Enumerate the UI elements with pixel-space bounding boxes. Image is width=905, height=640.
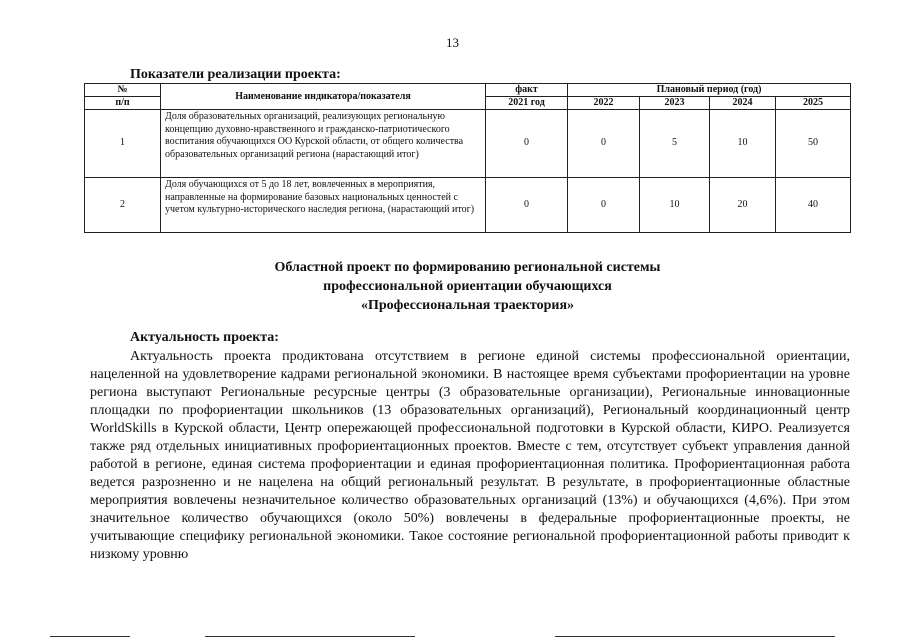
footer-rule bbox=[205, 636, 415, 637]
relevance-paragraph: Актуальность проекта продиктована отсутствием в регионе единой системы профессиональной ориентации, нацеленной на удовлетворение кадрами региональной экономики. В настоящее время субъектами профориентации на уровне региона выступают Региональные ресурсные центры (3 образовательные организации), Региональные инновационные площадки по профориентации школьников (13 образовательных организаций), Региональный координационный центр WorldSkills в Курской области, Центр опережающей профессиональной подготовки в Курской области, КИРО. Реализуется также ряд отдельных инициативных профориентационных проектов. Вместе с тем, отсутствует субъект управления данной работой в регионе, единая система профориентации и единая профориентационная политика. Профориентационная работа ведется разрозненно и не нацелена на общий региональный результат. В результате, в профориентационные областные мероприятия вовлечены незначительное количество образовательных организаций (13%) и обучающихся (4,6%). При этом значительное количество обучающихся (около 50%) вовлечены в федеральные профориентационные проекты, не учитывающие специфику региональной экономики. Такое состояние региональной профориентационной работы приводит к низкому уровню bbox=[90, 349, 850, 562]
header-name: Наименование индикатора/показателя bbox=[161, 84, 486, 110]
header-number-sub: п/п bbox=[85, 97, 161, 110]
fact-value: 0 bbox=[486, 178, 568, 233]
header-year: 2024 bbox=[710, 97, 776, 110]
header-year: 2023 bbox=[640, 97, 710, 110]
header-fact: факт bbox=[486, 84, 568, 97]
header-number: № bbox=[85, 84, 161, 97]
plan-value: 50 bbox=[776, 110, 851, 178]
project-title bbox=[0, 258, 905, 315]
project-title-line: профессиональной ориентации обучающихся bbox=[323, 279, 612, 294]
table-row bbox=[85, 110, 851, 178]
plan-value: 40 bbox=[776, 178, 851, 233]
footer-rule bbox=[555, 636, 835, 637]
plan-value: 0 bbox=[568, 178, 640, 233]
plan-value: 0 bbox=[568, 110, 640, 178]
header-fact-year: 2021 год bbox=[486, 97, 568, 110]
table-header-row bbox=[85, 84, 851, 97]
plan-value: 5 bbox=[640, 110, 710, 178]
project-title-line: «Профессиональная траектория» bbox=[360, 298, 575, 313]
indicator-name: Доля образовательных организаций, реализующих региональную концепцию духовно-нравственного и гражданско-патриотического воспитания обучающихся ОО Курской области, от общего количества образовательных организаций региона (нарастающий итог) bbox=[161, 110, 486, 178]
plan-value: 20 bbox=[710, 178, 776, 233]
header-plan-period: Плановый период (год) bbox=[568, 84, 851, 97]
table-row bbox=[85, 178, 851, 233]
indicator-name: Доля обучающихся от 5 до 18 лет, вовлеченных в мероприятия, направленные на формирование базовых национальных ценностей с учетом культурно-исторического наследия региона, (нарастающий итог) bbox=[161, 178, 486, 233]
row-number: 2 bbox=[85, 178, 161, 233]
footer-rule bbox=[50, 636, 130, 637]
fact-value: 0 bbox=[486, 110, 568, 178]
plan-value: 10 bbox=[710, 110, 776, 178]
header-year: 2025 bbox=[776, 97, 851, 110]
row-number: 1 bbox=[85, 110, 161, 178]
plan-value: 10 bbox=[640, 178, 710, 233]
project-title-line: Областной проект по формированию региональной системы bbox=[274, 260, 661, 275]
page-number: 13 bbox=[446, 35, 459, 50]
header-year: 2022 bbox=[568, 97, 640, 110]
indicators-table bbox=[84, 83, 851, 233]
table-caption: Показатели реализации проекта: bbox=[130, 67, 341, 82]
relevance-heading: Актуальность проекта: bbox=[130, 330, 279, 345]
